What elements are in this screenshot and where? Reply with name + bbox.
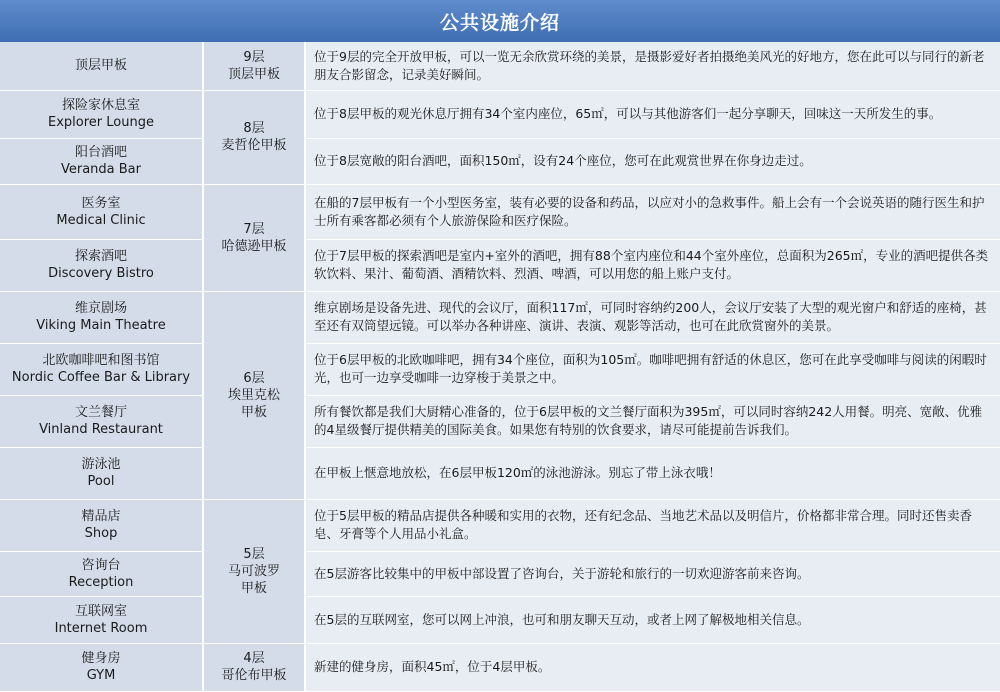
facility-name-en: GYM [86,668,116,683]
facility-name-cn: 阳台酒吧 [74,145,127,160]
table-row [0,42,1000,90]
deck-cell [203,42,305,90]
facility-description: 在5层游客比较集中的甲板中部设置了咨询台，关于游轮和旅行的一切欢迎游客前来咨询。 [305,551,1000,596]
deck-label: 4层 [243,651,265,666]
facility-name-en: Nordic Coffee Bar & Library [11,370,191,385]
facility-name [0,447,203,499]
page-title: 公共设施介绍 [0,0,1000,42]
table-row [0,499,1000,551]
facility-description: 位于8层宽敞的阳台酒吧，面积150㎡，设有24个座位，您可在此观赏世界在你身边走过。 [305,138,1000,184]
facility-name [0,551,203,596]
facility-name [0,343,203,395]
table-row [0,447,1000,499]
facility-description: 在5层的互联网室，您可以网上冲浪，也可和朋友聊天互动，或者上网了解极地相关信息。 [305,596,1000,643]
facility-name-en: Reception [68,574,134,590]
deck-label: 9层 [243,49,265,65]
deck-name: 马可波罗 [227,563,280,579]
facility-name-en: Vinland Restaurant [39,422,163,437]
facility-name [0,291,203,343]
facility-name-cn: 健身房 [81,651,121,666]
table-row [0,184,1000,239]
facility-description: 位于6层甲板的北欧咖啡吧，拥有34个座位，面积为105㎡。咖啡吧拥有舒适的休息区，您可在此享受咖啡与阅读的闲暇时光，也可一边享受咖啡一边穿梭于美景之中。 [305,343,1000,395]
facility-name [0,138,203,184]
facility-name-cn: 北欧咖啡吧和图书馆 [42,353,160,368]
deck-name: 哈德逊甲板 [221,238,287,254]
facilities-table [0,42,1000,692]
deck-cell [203,643,305,691]
facility-name-cn: 文兰餐厅 [74,405,127,420]
facility-name-en: Medical Clinic [56,212,146,228]
facility-name [0,42,203,90]
deck-label: 5层 [243,546,265,562]
deck-name: 哥伦布甲板 [221,668,287,683]
deck-name-suffix: 甲板 [240,580,267,596]
facility-name-en: Discovery Bistro [48,266,154,281]
table-row [0,643,1000,691]
facility-name-cn: 医务室 [81,195,121,211]
deck-name: 埃里克松 [227,387,280,403]
facility-name-cn: 探索酒吧 [74,249,127,264]
deck-label: 6层 [243,370,265,386]
facility-name [0,184,203,239]
deck-cell [203,90,305,184]
facility-description: 位于5层甲板的精品店提供各种暖和实用的衣物，还有纪念品、当地艺术品以及明信片，价格都非常合理。同时还售卖香皂、牙膏等个人用品小礼盒。 [305,499,1000,551]
facility-description: 位于7层甲板的探索酒吧是室内+室外的酒吧，拥有88个室内座位和44个室外座位，总面积为265㎡，专业的酒吧提供各类软饮料、果汁、葡萄酒、酒精饮料、烈酒、啤酒，可以用您的船上账户支付。 [305,239,1000,291]
facility-name-en: Viking Main Theatre [36,318,166,333]
deck-name: 麦哲伦甲板 [221,138,287,153]
deck-cell [203,499,305,643]
facility-name [0,596,203,643]
facility-name-cn: 精品店 [81,509,121,524]
table-row [0,395,1000,447]
facility-description: 在船的7层甲板有一个小型医务室，装有必要的设备和药品，以应对小的急救事件。船上会有一个会说英语的随行医生和护士所有乘客都必须有个人旅游保险和医疗保险。 [305,184,1000,239]
deck-name: 顶层甲板 [227,66,280,82]
facility-description: 位于9层的完全开放甲板，可以一览无余欣赏环绕的美景，是摄影爱好者拍摄绝美风光的好地方，您在此可以与同行的新老朋友合影留念，记录美好瞬间。 [305,42,1000,90]
table-row [0,596,1000,643]
facility-name-cn: 顶层甲板 [74,58,127,74]
facility-name [0,643,203,691]
facility-name-en: Veranda Bar [60,162,141,177]
facility-name-cn: 游泳池 [81,457,121,472]
table-row [0,90,1000,138]
table-row [0,138,1000,184]
facility-name [0,239,203,291]
deck-label: 7层 [243,221,265,237]
facility-description: 新建的健身房，面积45㎡，位于4层甲板。 [305,643,1000,691]
facility-name-en: Pool [87,474,115,489]
facility-name-cn: 探险家休息室 [61,98,140,113]
facility-name-cn: 咨询台 [81,557,121,573]
facility-name [0,499,203,551]
facility-description: 所有餐饮都是我们大厨精心准备的，位于6层甲板的文兰餐厅面积为395㎡，可以同时容纳242人用餐。明亮、宽敞、优雅的4星级餐厅提供精美的国际美食。如果您有特别的饮食要求，请尽可能提前告诉我们。 [305,395,1000,447]
facility-name-en: Explorer Lounge [48,115,154,130]
deck-label: 8层 [243,121,265,136]
facility-description: 位于8层甲板的观光休息厅拥有34个室内座位，65㎡，可以与其他游客们一起分享聊天，回味这一天所发生的事。 [305,90,1000,138]
facility-name-cn: 维京剧场 [74,301,127,316]
deck-cell [203,184,305,291]
facility-name-en: Internet Room [54,620,148,636]
table-row [0,291,1000,343]
table-row [0,551,1000,596]
deck-name-suffix: 甲板 [240,404,267,420]
table-row [0,239,1000,291]
deck-cell [203,291,305,499]
facility-description: 维京剧场是设备先进、现代的会议厅，面积117㎡，可同时容纳约200人，会议厅安装了大型的观光窗户和舒适的座椅，甚至还有双筒望远镜。可以举办各种讲座、演讲、表演、观影等活动，也可在此欣赏窗外的美景。 [305,291,1000,343]
facility-description: 在甲板上惬意地放松，在6层甲板120㎡的泳池游泳。别忘了带上泳衣哦！ [305,447,1000,499]
table-row [0,343,1000,395]
facility-name-en: Shop [84,526,118,541]
facility-name [0,90,203,138]
facility-name-cn: 互联网室 [74,603,127,619]
facility-name [0,395,203,447]
